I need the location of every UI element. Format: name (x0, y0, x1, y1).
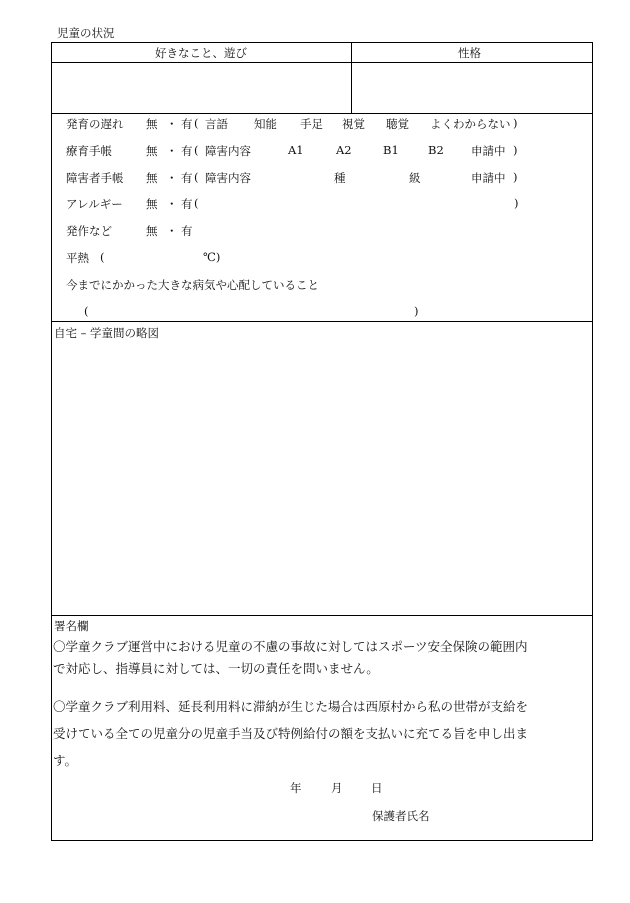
signature-title: 署名欄 (54, 619, 89, 633)
development-row: 発育の遅れ 無 ・ 有 ( 言語 知能 手足 視覚 聴覚 よくわからない ) (66, 116, 518, 131)
map-label: 自宅 – 学童間の略図 (54, 326, 160, 340)
allergy-label: アレルギー (66, 197, 123, 211)
ryoiku-none-option[interactable]: 無 (146, 144, 158, 158)
disability-grade-label: 級 (409, 171, 421, 185)
development-option-intellect[interactable]: 知能 (254, 117, 277, 131)
allergy-row: アレルギー 無 ・ 有 ( ) (66, 196, 519, 211)
disability-row: 障害者手帳 無 ・ 有 ( 障害内容 種 級 申請中 ) (66, 170, 518, 185)
seizure-label: 発作など (66, 224, 112, 238)
header-divider (51, 62, 593, 63)
consent-paragraph-2-line-1: 〇学童クラブ利用料、延長利用料に滞納が生じた場合は西原村から私の世帯が支給を (53, 699, 529, 714)
date-year-label: 年 (290, 781, 302, 795)
disability-yes-option[interactable]: 有 (181, 171, 193, 185)
ryoiku-grade-b1[interactable]: B1 (383, 143, 399, 157)
personality-input-cell[interactable] (353, 64, 591, 111)
likes-input-cell[interactable] (53, 64, 349, 111)
development-none-option[interactable]: 無 (146, 117, 158, 131)
development-option-limbs[interactable]: 手足 (300, 117, 323, 131)
consent-paragraph-1-line-1: 〇学童クラブ運営中における児童の不慮の事故に対してはスポーツ安全保険の範囲内 (53, 639, 528, 654)
map-drawing-area[interactable] (53, 342, 591, 612)
consent-paragraph-2-line-3: す。 (53, 753, 78, 768)
disability-none-option[interactable]: 無 (146, 171, 158, 185)
ryoiku-label: 療育手帳 (66, 144, 112, 158)
likes-header: 好きなこと、遊び (155, 46, 247, 60)
consent-paragraph-1-line-2: で対応し、指導員に対しては、一切の責任を問いません。 (53, 661, 379, 676)
allergy-none-option[interactable]: 無 (146, 197, 158, 211)
ryoiku-row: 療育手帳 無 ・ 有 ( 障害内容 A1 A2 B1 B2 申請中 ) (66, 143, 518, 158)
development-yes-option[interactable]: 有 (181, 117, 193, 131)
date-month-label: 月 (331, 781, 343, 795)
development-option-vision[interactable]: 視覚 (342, 117, 365, 131)
development-option-language[interactable]: 言語 (205, 117, 228, 131)
illness-label: 今までにかかった大きな病気や心配していること (66, 278, 319, 292)
ryoiku-applying-option[interactable]: 申請中 (471, 144, 506, 158)
map-section-divider (51, 321, 593, 322)
ryoiku-content-label: 障害内容 (205, 144, 251, 158)
ryoiku-grade-a1[interactable]: A1 (288, 143, 304, 157)
table-bottom-line (51, 113, 593, 114)
column-divider (351, 42, 352, 113)
guardian-name-input[interactable] (440, 800, 585, 830)
development-option-hearing[interactable]: 聴覚 (386, 117, 409, 131)
personality-header: 性格 (458, 46, 481, 60)
ryoiku-grade-b2[interactable]: B2 (428, 143, 444, 157)
development-option-unknown[interactable]: よくわからない (430, 117, 511, 131)
seizure-row: 発作など 無 ・ 有 (66, 224, 193, 238)
date-day-label: 日 (371, 781, 383, 795)
allergy-yes-option[interactable]: 有 (181, 197, 193, 211)
seizure-yes-option[interactable]: 有 (181, 224, 193, 238)
disability-applying-option[interactable]: 申請中 (471, 171, 506, 185)
disability-content-label: 障害内容 (205, 171, 251, 185)
disability-label: 障害者手帳 (66, 171, 124, 185)
seizure-none-option[interactable]: 無 (146, 224, 158, 238)
temperature-row: 平熱 ( ℃) (66, 250, 221, 265)
disability-type-label: 種 (334, 171, 346, 185)
guardian-name-label: 保護者氏名 (372, 809, 430, 823)
temperature-unit: ℃) (203, 250, 221, 264)
signature-section-divider (51, 615, 593, 616)
consent-paragraph-2-line-2: 受けている全ての児童分の児童手当及び特例給付の額を支払いに充てる旨を申し出ま (53, 726, 529, 741)
development-label: 発育の遅れ (66, 117, 124, 131)
ryoiku-yes-option[interactable]: 有 (181, 144, 193, 158)
section-title: 児童の状況 (57, 26, 115, 40)
ryoiku-grade-a2[interactable]: A2 (336, 143, 352, 157)
temperature-label: 平熱 (66, 251, 89, 265)
illness-row (66, 277, 586, 293)
illness-input-row[interactable]: ( ) (84, 304, 419, 318)
